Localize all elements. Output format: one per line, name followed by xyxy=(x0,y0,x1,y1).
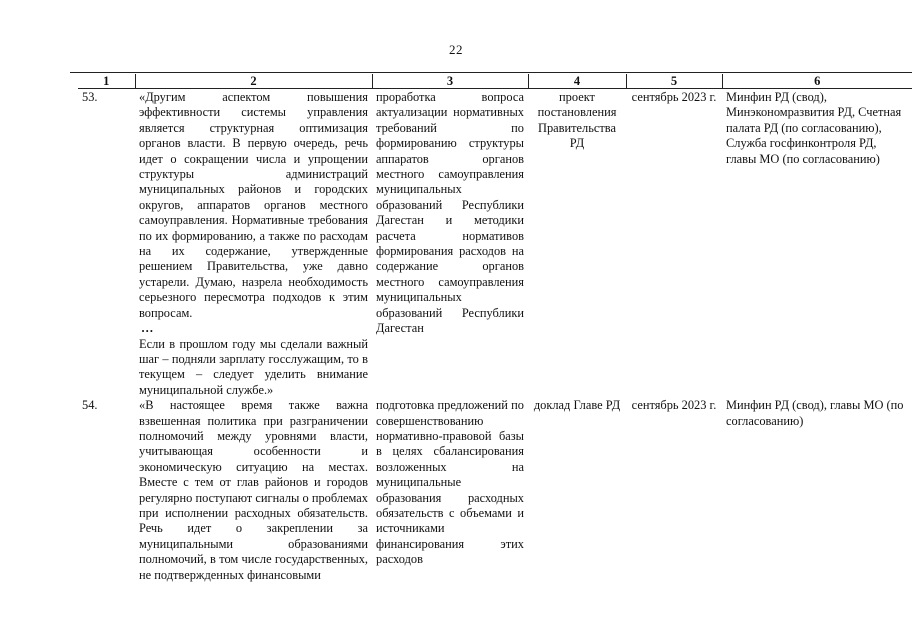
table-top-border xyxy=(70,72,912,73)
table-row xyxy=(78,89,912,399)
plan-table xyxy=(78,74,912,598)
column-header-1: 1 xyxy=(78,74,135,89)
column-header-3: 3 xyxy=(372,74,528,89)
deadline-cell: сентябрь 2023 г. xyxy=(631,398,717,413)
row-number: 54. xyxy=(82,398,98,413)
row-number: 53. xyxy=(82,90,98,104)
executors-cell: Минфин РД (свод), главы МО (по согласованию) xyxy=(726,398,904,428)
column-header-2: 2 xyxy=(135,74,372,89)
measure-cell: проработка вопроса актуализации нормативных требований по формированию структуры аппаратов органов местного самоуправления муниципальных образований Республики Дагестан и методики расчета нормативов формирования расходов на содержание органов местного самоуправления муниципальных образований Республики Дагестан xyxy=(376,90,524,336)
page-number: 22 xyxy=(449,42,463,57)
completion-form-cell: доклад Главе РД xyxy=(533,398,621,413)
column-header-4: 4 xyxy=(528,74,626,89)
quote-ellipsis: … xyxy=(141,321,154,336)
quote-cell: «В настоящее время также важна взвешенная политика при разграничении полномочий между уровнями власти, учитывающая особенности и экономическую ситуацию на местах. Вместе с тем от глав районов и городов регулярно поступают сигналы о проблемах при исполнении расходных обязательств. Речь идет о закреплении за муниципальными образованиями полномочий, в том числе государственных, не подтвержденных финансовыми xyxy=(139,398,368,582)
quote-text-continued: Если в прошлом году мы сделали важный шаг – подняли зарплату госслужащим, то в текущем – следует уделить внимание муниципальной службе.» xyxy=(139,336,368,397)
measure-cell: подготовка предложений по совершенствованию нормативно-правовой базы в целях сбалансирования возложенных на муниципальные образования расходных обязательств с объемами и источниками финансирования этих расходов xyxy=(376,398,524,567)
deadline-cell: сентябрь 2023 г. xyxy=(631,90,717,104)
column-header-5: 5 xyxy=(626,74,722,89)
column-number-header xyxy=(78,74,912,89)
completion-form-cell: проект постановления Правительства РД xyxy=(537,90,617,151)
executors-cell: Минфин РД (свод), Минэкономразвития РД, Счетная палата РД (по согласованию), Служба госфинконтроля РД, главы МО (по согласованию) xyxy=(726,90,902,166)
table-row xyxy=(78,398,912,598)
quote-cell xyxy=(135,89,372,399)
quote-text: «Другим аспектом повышения эффективности системы управления является структурная оптимизация органов власти. В первую очередь, речь идет о сокращении числа и упрощении структуры администраций муниципальных районов и городских округов, аппаратов органов местного самоуправления. Нормативные требования по их формированию, а также по расходам на их содержание, утвержденные решением Правительства, уже давно устарели. Думаю, назрела необходимость серьезного пересмотра подходов к этим вопросам. xyxy=(139,90,368,320)
column-header-6: 6 xyxy=(722,74,912,89)
